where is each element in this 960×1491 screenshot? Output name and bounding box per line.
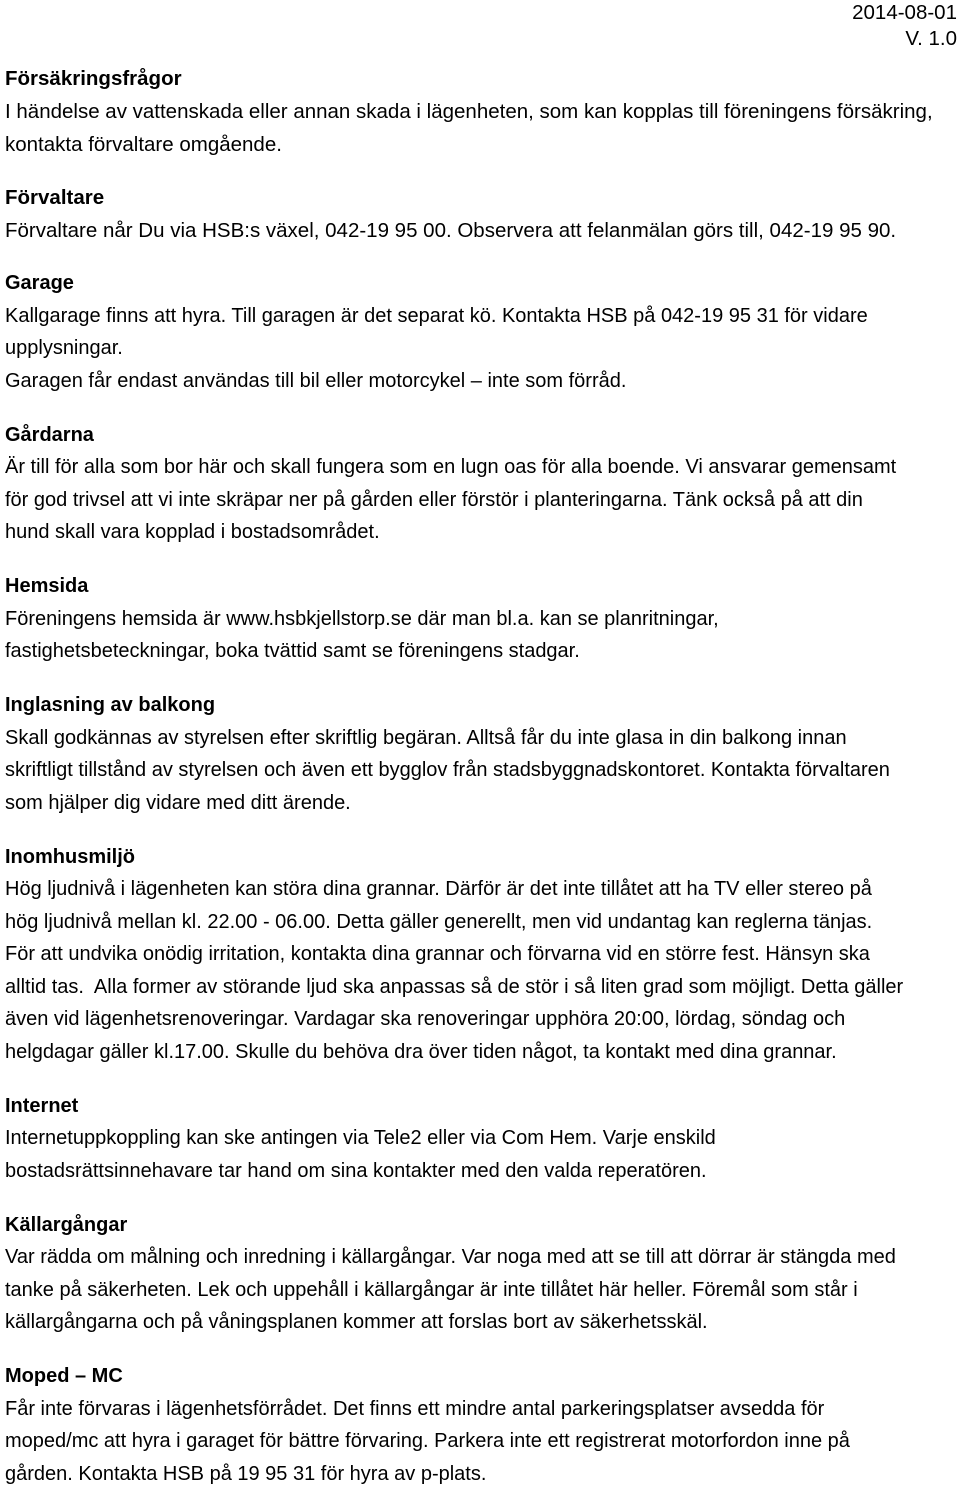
section-heading: Internet (5, 1094, 79, 1117)
paragraph-line: Föreningens hemsida är www.hsbkjellstorp.se där man bl.a. kan se planritningar, (5, 607, 719, 630)
paragraph-line: för god trivsel att vi inte skräpar ner på gården eller förstör i planteringarna. Tänk också på att din (5, 488, 863, 511)
paragraph-line: moped/mc att hyra i garaget för bättre förvaring. Parkera inte ett registrerat motorfordon inne på (5, 1430, 850, 1452)
section-forvaltare (5, 181, 955, 247)
paragraph-line: För att undvika onödig irritation, kontakta dina grannar och förvarna vid en större fest. Hänsyn ska (5, 943, 870, 965)
section-heading: Källargångar (5, 1213, 128, 1236)
section-heading: Förvaltare (5, 186, 105, 209)
section-kallargangar (5, 1209, 955, 1339)
paragraph-line: helgdagar gäller kl.17.00. Skulle du behöva dra över tiden något, ta kontakt med dina grannar. (5, 1040, 837, 1063)
paragraph-line: kontakta förvaltare omgående. (5, 133, 282, 156)
paragraph-line: källargångarna och på våningsplanen kommer att forslas bort av säkerhetsskäl. (5, 1311, 708, 1333)
paragraph-line: Internetuppkoppling kan ske antingen via Tele2 eller via Com Hem. Varje enskild (5, 1127, 716, 1149)
section-inomhusmiljo (5, 841, 955, 1069)
document-date: 2014-08-01 (852, 1, 957, 24)
section-forsakringsfragor (5, 62, 955, 161)
paragraph-line: I händelse av vattenskada eller annan skada i lägenheten, som kan kopplas till föreningens försäkring, (5, 100, 933, 123)
paragraph-line: upplysningar. (5, 337, 123, 359)
paragraph-line: Kallgarage finns att hyra. Till garagen är det separat kö. Kontakta HSB på 042-19 95 31 för vidare (5, 304, 868, 327)
section-heading: Garage (5, 272, 74, 294)
paragraph-line: tanke på säkerheten. Lek och uppehåll i källargångar är inte tillåtet här heller. Föremål som står i (5, 1278, 858, 1301)
section-gardarna (5, 419, 955, 549)
section-garage (5, 267, 955, 397)
paragraph-line: alltid tas. Alla former av störande ljud ska anpassas så de stör i så liten grad som möjligt. Detta gäller (5, 975, 904, 998)
paragraph-line: gården. Kontakta HSB på 19 95 31 för hyra av p-plats. (5, 1462, 487, 1485)
document-version: V. 1.0 (905, 27, 957, 50)
paragraph-line: Förvaltare når Du via HSB:s växel, 042-19 95 00. Observera att felanmälan görs till, 042-19 95 90. (5, 219, 897, 242)
paragraph-line: bostadsrättsinnehavare tar hand om sina kontakter med den valda reperatören. (5, 1159, 707, 1182)
paragraph-line: Är till för alla som bor här och skall fungera som en lugn oas för alla boende. Vi ansvarar gemensamt (5, 456, 897, 478)
section-heading: Försäkringsfrågor (5, 67, 182, 90)
paragraph-line: som hjälper dig vidare med ditt ärende. (5, 791, 351, 814)
section-heading: Inomhusmiljö (5, 845, 135, 868)
paragraph-line: Får inte förvaras i lägenhetsförrådet. Det finns ett mindre antal parkeringsplatser avsedda för (5, 1397, 825, 1420)
paragraph-line: fastighetsbeteckningar, boka tvättid samt se föreningens stadgar. (5, 640, 580, 662)
paragraph-line: Skall godkännas av styrelsen efter skriftlig begäran. Alltså får du inte glasa in din balkong innan (5, 726, 847, 749)
section-heading: Moped – MC (5, 1365, 123, 1387)
section-hemsida (5, 570, 955, 668)
paragraph-line: skriftligt tillstånd av styrelsen och även ett bygglov från stadsbyggnadskontoret. Kontakta förvaltaren (5, 759, 890, 781)
section-heading: Inglasning av balkong (5, 694, 216, 716)
section-inglasning-av-balkong (5, 689, 955, 819)
paragraph-line: Var rädda om målning och inredning i källargångar. Var noga med att se till att dörrar är stängda med (5, 1246, 896, 1268)
paragraph-line: även vid lägenhetsrenoveringar. Vardagar ska renoveringar upphöra 20:00, lördag, söndag och (5, 1008, 846, 1030)
paragraph-line: Hög ljudnivå i lägenheten kan störa dina grannar. Därför är det inte tillåtet att ha TV eller stereo på (5, 878, 872, 900)
paragraph-line: hund skall vara kopplad i bostadsområdet. (5, 521, 380, 543)
paragraph-line: hög ljudnivå mellan kl. 22.00 - 06.00. Detta gäller generellt, men vid undantag kan reglerna tänjas. (5, 910, 873, 933)
section-moped-mc (5, 1360, 955, 1490)
section-heading: Gårdarna (5, 423, 94, 446)
section-heading: Hemsida (5, 575, 89, 597)
paragraph-line: Garagen får endast användas till bil eller motorcykel – inte som förråd. (5, 369, 627, 392)
section-internet (5, 1090, 955, 1188)
